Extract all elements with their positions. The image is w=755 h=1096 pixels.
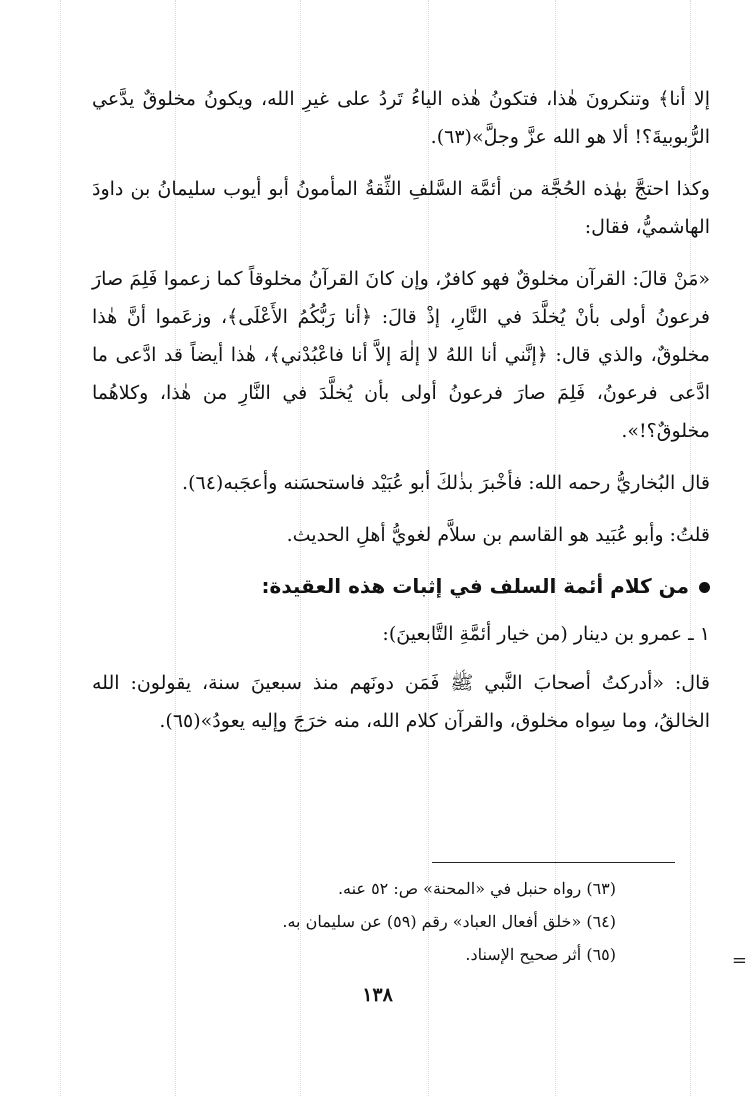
- paragraph-amr-quote: قال: «أدركتُ أصحابَ النَّبي ﷺ فَمَن دونَهم منذ سبعينَ سنة، يقولون: الله الخالقُ، وما سِواه مخلوق، والقرآن كلام الله، منه خرَجَ وإليه يعودُ»(٦٥).: [92, 672, 710, 732]
- paragraph-sulayman-intro: وكذا احتجَّ بهٰذه الحُجَّة من أئمَّة السَّلفِ الثِّقةُ المأمونُ أبو أيوب سليمانُ بن داودَ الهاشميُّ، فقال:: [92, 178, 710, 238]
- list-item-amr: ١ ـ عمرو بن دينار (من خيار أئمَّةِ التَّابعينَ):: [382, 623, 710, 645]
- scan-guide-line: [60, 0, 61, 1096]
- footnote-divider: [432, 862, 675, 863]
- paragraph-sulayman-quote: «مَنْ قالَ: القرآن مخلوقٌ فهو كافرٌ، وإن كانَ القرآنُ مخلوقاً كما زعموا فَلِمَ صارَ فرعونُ أولى بأنْ يُخلَّدَ في النَّارِ، إذْ قالَ: ﴿أنا رَبُّكُمُ الأَعْلَى﴾، وزعَموا أنَّ هٰذا مخلوقٌ، والذي قال: ﴿إنَّني أنا اللهُ لا إلٰهَ إلاَّ أنا فاعْبُدْني﴾، هٰذا أيضاً قد ادَّعى ما ادَّعى فرعونُ، فَلِمَ صارَ فرعونُ أولى بأن يُخلَّدَ في النَّارِ من هٰذا، وكلاهُما مخلوقٌ؟!».: [92, 268, 710, 442]
- section-heading-text: من كلام أئمة السلف في إثبات هذه العقيدة:: [261, 574, 689, 598]
- footnote-63: (٦٣) رواه حنبل في «المحنة» ص: ٥٢ عنه.: [337, 879, 616, 898]
- footnote-64: (٦٤) «خلق أفعال العباد» رقم (٥٩) عن سليمان به.: [282, 912, 616, 931]
- section-heading: [92, 568, 710, 604]
- page-number: ١٣٨: [362, 984, 393, 1006]
- bullet-icon: [699, 582, 710, 593]
- page-body: [92, 80, 710, 754]
- paragraph-bukhari: قال البُخاريُّ رحمه الله: فأخْبرَ بذٰلكَ أبو عُبَيْد فاستحسَنه وأعجَبه(٦٤).: [182, 472, 710, 494]
- footnote-65: (٦٥) أثر صحيح الإسناد.: [465, 945, 616, 964]
- footnotes: [240, 872, 616, 971]
- paragraph-quote-continuation: إلا أنا﴾ وتنكرونَ هٰذا، فتكونُ هٰذه الياءُ تَردُ على غيرِ الله، ويكونُ مخلوقٌ يدَّعي الرُّبوبيةَ؟! ألا هو الله عزَّ وجلَّ»(٦٣).: [92, 88, 710, 148]
- margin-mark: =: [731, 950, 747, 971]
- paragraph-abu-ubayd: قلتُ: وأبو عُبَيد هو القاسم بن سلاَّم لغويُّ أهلِ الحديث.: [286, 524, 710, 546]
